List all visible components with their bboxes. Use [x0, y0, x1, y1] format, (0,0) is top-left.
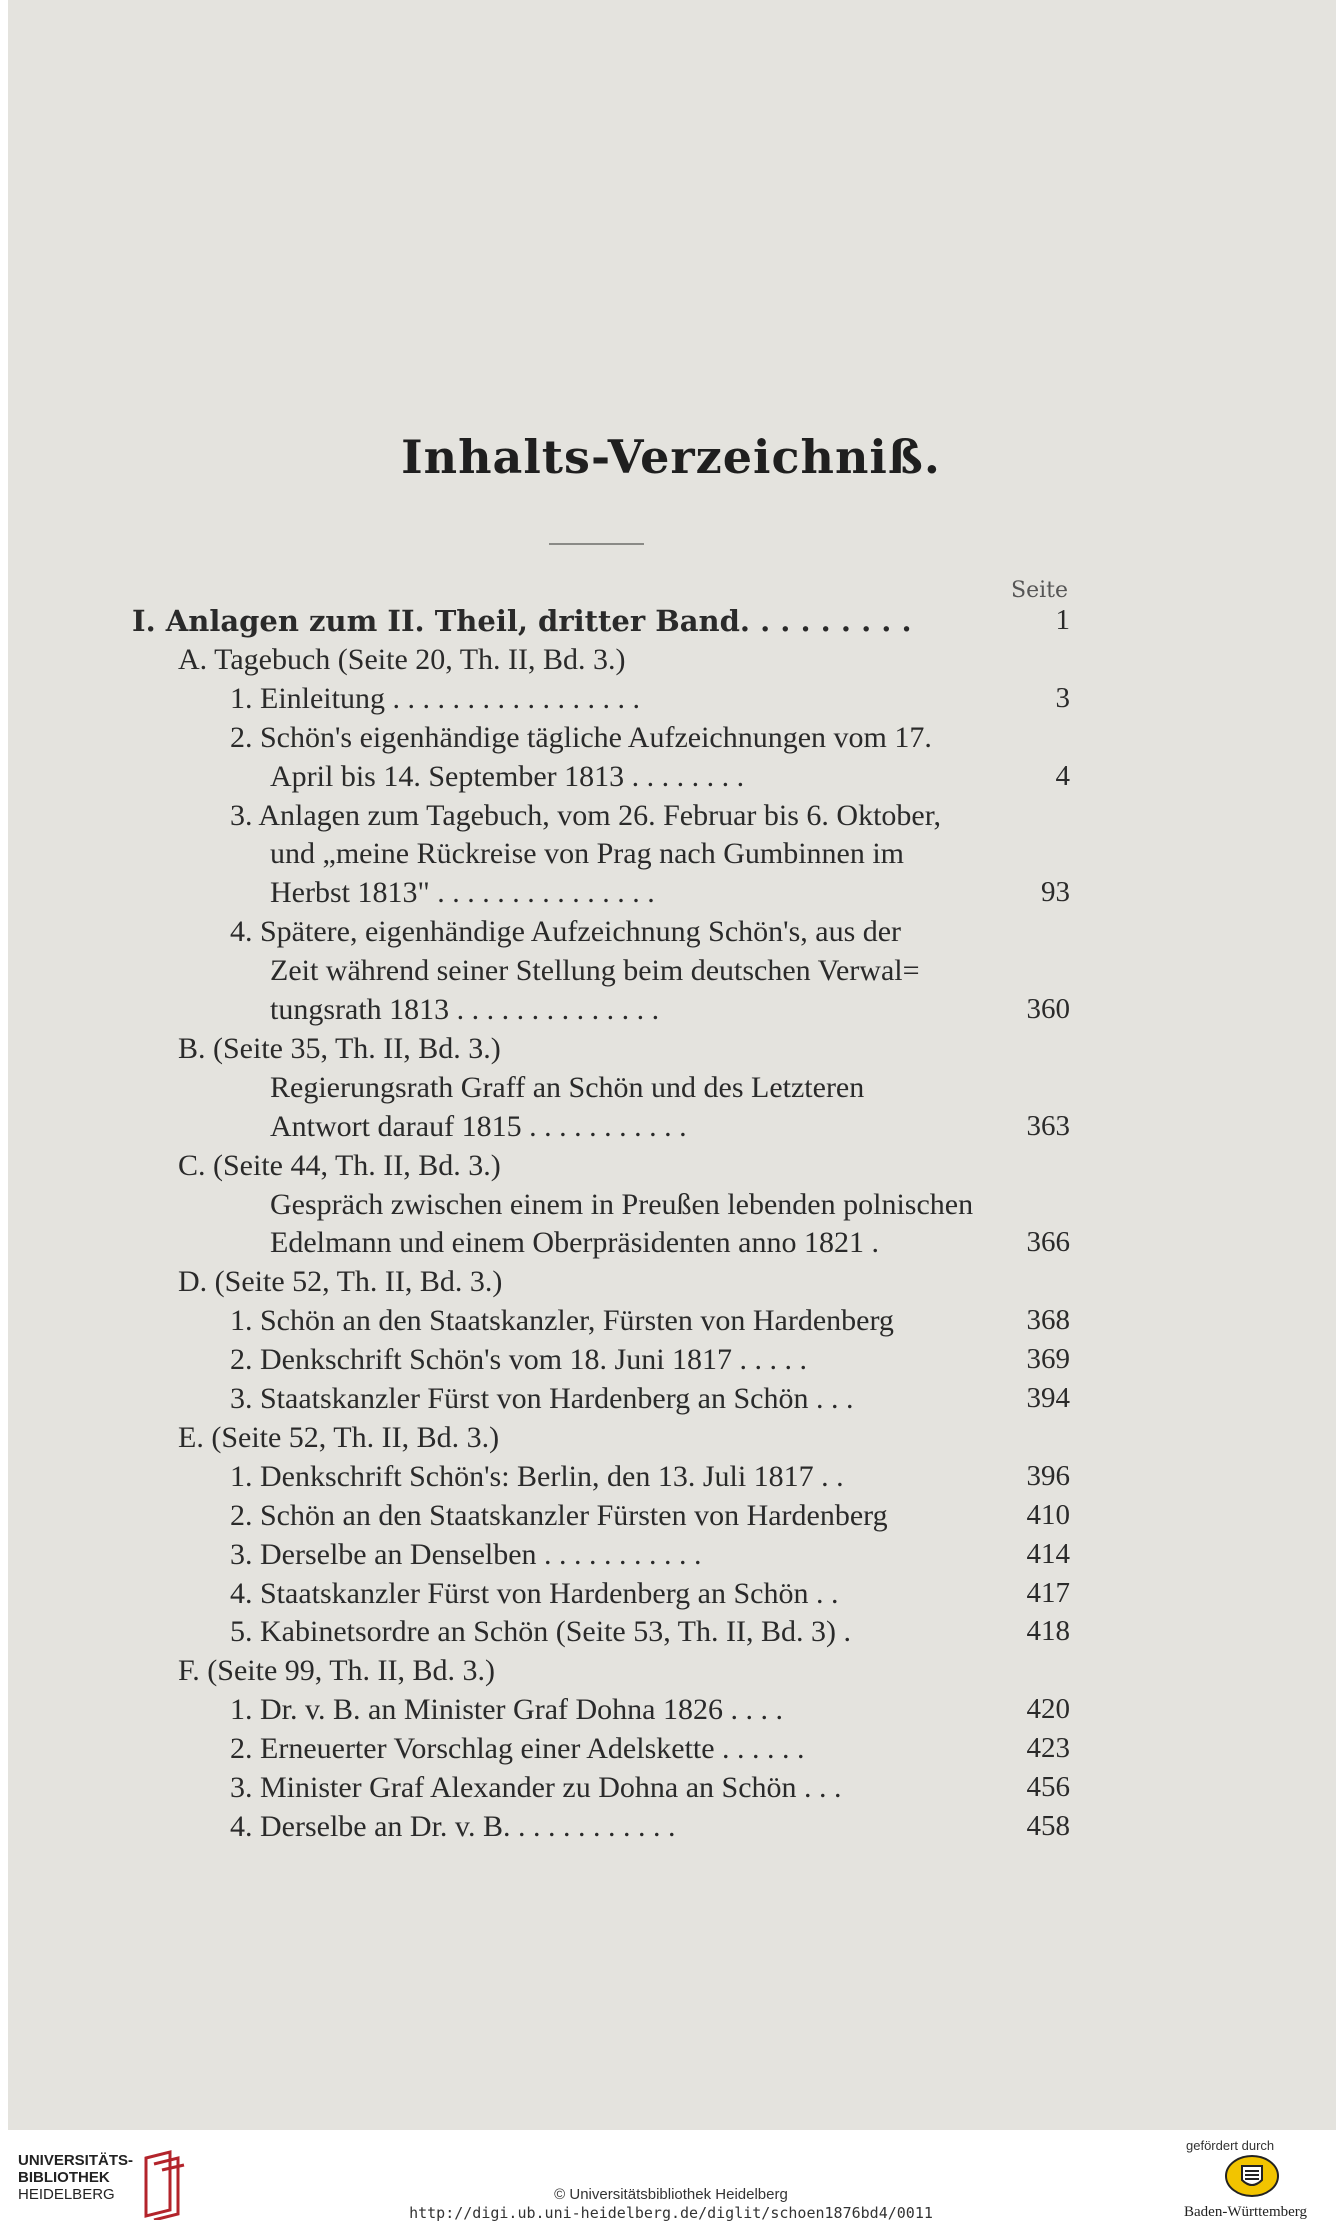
toc-entry: 2. Schön's eigenhändige tägliche Aufzeichnungen vom 17. — [230, 720, 932, 754]
toc-entry: A. Tagebuch (Seite 20, Th. II, Bd. 3.) — [178, 642, 626, 676]
toc-page-number: 410 — [1026, 1498, 1070, 1531]
toc-page-number: 456 — [1026, 1771, 1070, 1803]
toc-entry: 1. Denkschrift Schön's: Berlin, den 13. Juli 1817 . . — [230, 1459, 844, 1493]
toc-entry: 2. Denkschrift Schön's vom 18. Juni 1817 . . . . . — [230, 1343, 808, 1377]
toc-entry: 1. Einleitung . . . . . . . . . . . . . . . . . — [230, 681, 640, 715]
toc-entry: Regierungsrath Graff an Schön und des Letzteren — [270, 1070, 865, 1104]
toc-page-number: 93 — [1041, 876, 1070, 909]
toc-page-number: 423 — [1026, 1732, 1070, 1765]
toc-entry: 3. Staatskanzler Fürst von Hardenberg an Schön . . . — [230, 1382, 854, 1415]
toc-entry: 1. Dr. v. B. an Minister Graf Dohna 1826 . . . . — [230, 1693, 783, 1727]
toc-entry: 4. Spätere, eigenhändige Aufzeichnung Schön's, aus der — [230, 915, 902, 949]
title-divider — [549, 543, 644, 545]
toc-entry: Zeit während seiner Stellung beim deutschen Verwal= — [270, 954, 920, 988]
toc-page-number: 363 — [1026, 1109, 1070, 1142]
toc-page-number: 360 — [1026, 993, 1070, 1025]
toc-entry: I. Anlagen zum II. Theil, dritter Band. . . . . . . . . — [132, 604, 912, 638]
toc-page-number: 368 — [1026, 1304, 1070, 1337]
toc-entry: tungsrath 1813 . . . . . . . . . . . . . . — [270, 993, 660, 1026]
toc-page-number: 417 — [1026, 1576, 1070, 1609]
toc-page-number: 396 — [1026, 1459, 1070, 1492]
toc-entry: Antwort darauf 1815 . . . . . . . . . . . — [270, 1109, 687, 1143]
toc-entry: Edelmann und einem Oberpräsidenten anno 1821 . — [270, 1226, 879, 1260]
library-name-line2: BIBLIOTHEK — [18, 2169, 110, 2186]
toc-page-number: 414 — [1026, 1537, 1070, 1570]
toc-entry: Herbst 1813" . . . . . . . . . . . . . . . — [270, 876, 655, 910]
toc-entry: 2. Schön an den Staatskanzler Fürsten von Hardenberg — [230, 1498, 888, 1532]
toc-page-number: 1 — [1055, 604, 1070, 636]
toc-entry: F. (Seite 99, Th. II, Bd. 3.) — [178, 1654, 496, 1688]
toc-entry: 2. Erneuerter Vorschlag einer Adelskette . . . . . . — [230, 1732, 805, 1766]
toc-entry: 3. Minister Graf Alexander zu Dohna an Schön . . . — [230, 1771, 842, 1804]
toc-page-number: 4 — [1055, 759, 1070, 792]
toc-entry: E. (Seite 52, Th. II, Bd. 3.) — [178, 1420, 500, 1454]
sponsor-caption: gefördert durch — [1186, 2138, 1275, 2153]
toc-entry: D. (Seite 52, Th. II, Bd. 3.) — [178, 1265, 503, 1299]
toc-entry: C. (Seite 44, Th. II, Bd. 3.) — [178, 1148, 501, 1182]
sponsor-coat-of-arms-icon — [1224, 2154, 1280, 2198]
toc-page-number: 418 — [1026, 1615, 1070, 1648]
sponsor-name: Baden-Württemberg — [1184, 2204, 1308, 2220]
toc-page-number: 369 — [1026, 1343, 1070, 1376]
page-title: Inhalts-Verzeichniß. — [401, 430, 941, 484]
toc-entry: B. (Seite 35, Th. II, Bd. 3.) — [178, 1031, 501, 1065]
toc-entry: 5. Kabinetsordre an Schön (Seite 53, Th. II, Bd. 3) . — [230, 1615, 851, 1649]
permalink-url[interactable]: http://digi.ub.uni-heidelberg.de/diglit/schoen1876bd4/0011 — [409, 2204, 933, 2222]
library-name-line3: HEIDELBERG — [18, 2186, 115, 2203]
toc-entry: 4. Derselbe an Dr. v. B. . . . . . . . . . . . — [230, 1809, 676, 1843]
toc-page-number: 420 — [1026, 1693, 1070, 1726]
toc-page-number: 366 — [1026, 1226, 1070, 1259]
toc-page-number: 394 — [1026, 1382, 1070, 1414]
toc-entry: 4. Staatskanzler Fürst von Hardenberg an Schön . . — [230, 1576, 839, 1610]
page-column-header: Seite — [1011, 578, 1068, 603]
toc-entry: 1. Schön an den Staatskanzler, Fürsten von Hardenberg — [230, 1304, 894, 1338]
toc-page-number: 3 — [1055, 681, 1070, 714]
toc-entry: 3. Anlagen zum Tagebuch, vom 26. Februar bis 6. Oktober, — [230, 798, 942, 832]
toc-entry: 3. Derselbe an Denselben . . . . . . . . . . . — [230, 1537, 702, 1571]
toc-entry: Gespräch zwischen einem in Preußen lebenden polnischen — [270, 1187, 974, 1221]
toc-page-number: 458 — [1026, 1809, 1070, 1842]
toc-entry: April bis 14. September 1813 . . . . . . . . — [270, 759, 745, 793]
copyright-notice: © Universitätsbibliothek Heidelberg — [554, 2186, 788, 2203]
toc-entry: und „meine Rückreise von Prag nach Gumbinnen im — [270, 837, 905, 871]
library-name-line1: UNIVERSITÄTS- — [18, 2152, 134, 2169]
